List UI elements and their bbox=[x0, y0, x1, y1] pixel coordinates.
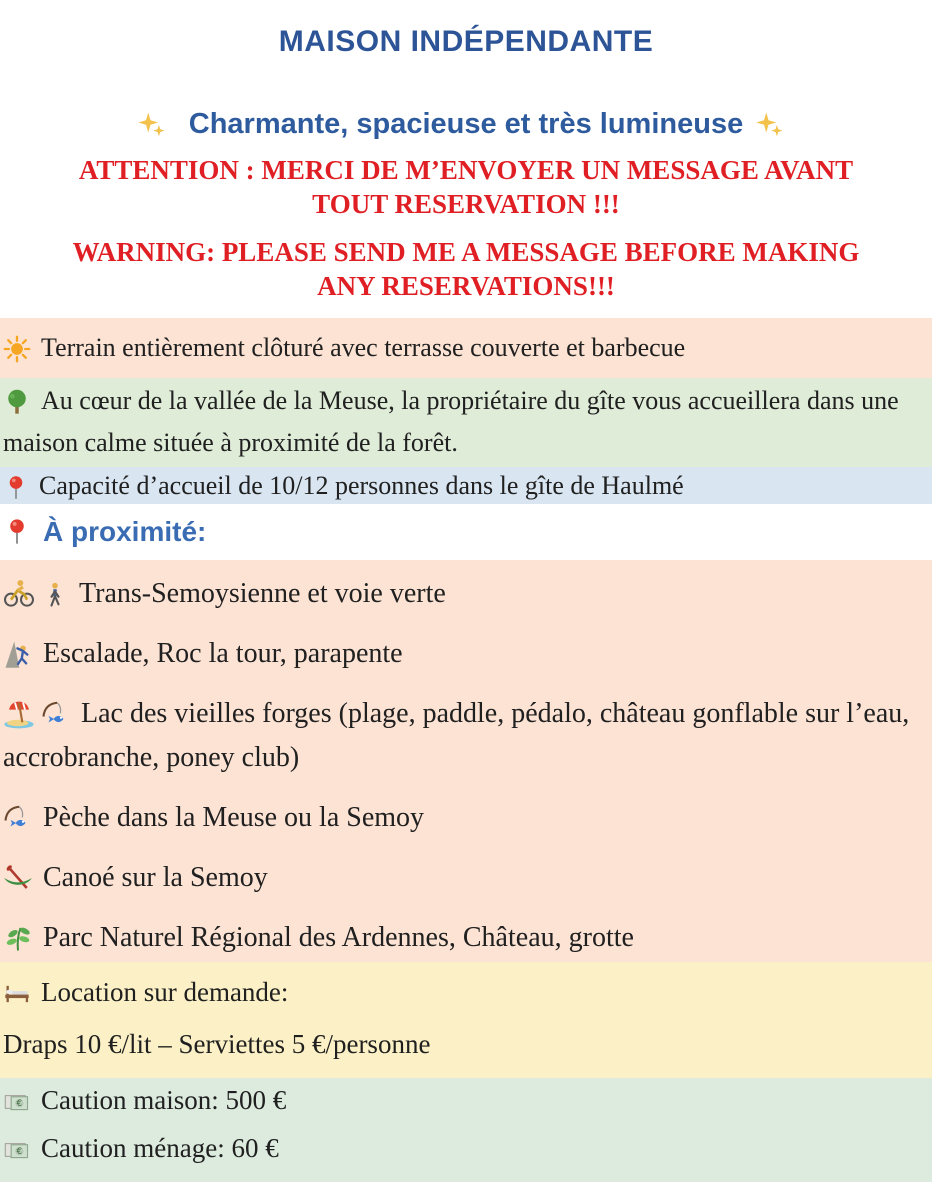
section-rental bbox=[0, 962, 932, 1078]
bed-icon bbox=[3, 980, 31, 1008]
activity-peche bbox=[3, 796, 926, 840]
meuse-line bbox=[3, 380, 926, 464]
activity-escalade bbox=[3, 632, 926, 676]
activity-text: Lac des vieilles forges (plage, paddle, pédalo, château gonflable sur l’eau, accrobranche, poney club) bbox=[3, 698, 910, 773]
warning-en-line2: ANY RESERVATIONS!!! bbox=[317, 271, 615, 301]
sparkles-icon bbox=[755, 110, 785, 140]
sun-icon bbox=[3, 335, 31, 363]
beach-umbrella-icon bbox=[3, 697, 35, 729]
rental-heading-line bbox=[3, 970, 926, 1014]
capacity-text: Capacité d’accueil de 10/12 personnes dans le gîte de Haulmé bbox=[39, 470, 684, 500]
climber-icon bbox=[3, 639, 33, 669]
activity-text: Escalade, Roc la tour, parapente bbox=[43, 638, 403, 669]
nearby-heading-text: À proximité: bbox=[43, 516, 207, 547]
warning-fr-line2: TOUT RESERVATION !!! bbox=[312, 189, 620, 219]
activity-text: Trans-Semoysienne et voie verte bbox=[79, 578, 446, 609]
warning-english bbox=[0, 235, 932, 303]
rental-pricing-line bbox=[3, 1022, 926, 1066]
pushpin-icon bbox=[3, 518, 31, 546]
deposit-house-text: Caution maison: 500 € bbox=[41, 1085, 287, 1115]
euro-banknote-icon bbox=[3, 1088, 31, 1116]
rental-heading-text: Location sur demande: bbox=[41, 977, 289, 1007]
section-capacity bbox=[0, 467, 932, 504]
meuse-text: Au cœur de la vallée de la Meuse, la propriétaire du gîte vous accueillera dans une maison calme située à proximité de la forêt. bbox=[3, 386, 899, 457]
tree-icon bbox=[3, 388, 31, 416]
fishing-icon bbox=[3, 803, 33, 833]
svg-text:€: € bbox=[16, 1099, 23, 1110]
activity-text: Pèche dans la Meuse ou la Semoy bbox=[43, 802, 425, 833]
euro-banknote-icon bbox=[3, 1136, 31, 1164]
cyclist-icon bbox=[3, 577, 35, 609]
rental-pricing-text: Draps 10 €/lit – Serviettes 5 €/personne bbox=[3, 1029, 431, 1059]
deposit-house-line bbox=[3, 1080, 926, 1120]
sparkles-icon bbox=[137, 110, 167, 140]
pedestrian-icon bbox=[41, 581, 69, 609]
capacity-line bbox=[3, 465, 684, 507]
terrain-text: Terrain entièrement clôturé avec terrasse couverte et barbecue bbox=[41, 333, 686, 362]
deposit-cleaning-text: Caution ménage: 60 € bbox=[41, 1133, 279, 1163]
herb-icon bbox=[3, 923, 33, 953]
warning-en-line1: WARNING: PLEASE SEND ME A MESSAGE BEFORE MAKING bbox=[72, 237, 860, 267]
pushpin-icon bbox=[3, 475, 29, 501]
warning-french bbox=[0, 153, 932, 221]
section-deposits bbox=[0, 1078, 932, 1182]
canoe-icon bbox=[3, 863, 33, 893]
activity-parc-naturel bbox=[3, 916, 926, 960]
page-title: MAISON INDÉPENDANTE bbox=[278, 25, 654, 58]
subtitle-text: Charmante, spacieuse et très lumineuse bbox=[188, 108, 744, 140]
section-terrain bbox=[0, 318, 932, 378]
page-subtitle bbox=[0, 108, 932, 141]
terrain-line bbox=[3, 327, 685, 369]
warning-fr-line1: ATTENTION : MERCI DE M’ENVOYER UN MESSAGE AVANT bbox=[78, 155, 854, 185]
section-meuse bbox=[0, 378, 932, 467]
activity-text: Parc Naturel Régional des Ardennes, Château, grotte bbox=[43, 922, 634, 953]
activity-canoe bbox=[3, 856, 926, 900]
section-activities bbox=[0, 560, 932, 962]
fishing-icon bbox=[41, 699, 71, 729]
deposit-cleaning-line bbox=[3, 1128, 926, 1168]
activity-text: Canoé sur la Semoy bbox=[43, 862, 268, 893]
nearby-heading bbox=[0, 504, 932, 560]
activity-lac-des-vieilles-forges bbox=[3, 692, 926, 780]
svg-text:€: € bbox=[16, 1147, 23, 1158]
activity-trans-semoysienne bbox=[3, 572, 926, 616]
